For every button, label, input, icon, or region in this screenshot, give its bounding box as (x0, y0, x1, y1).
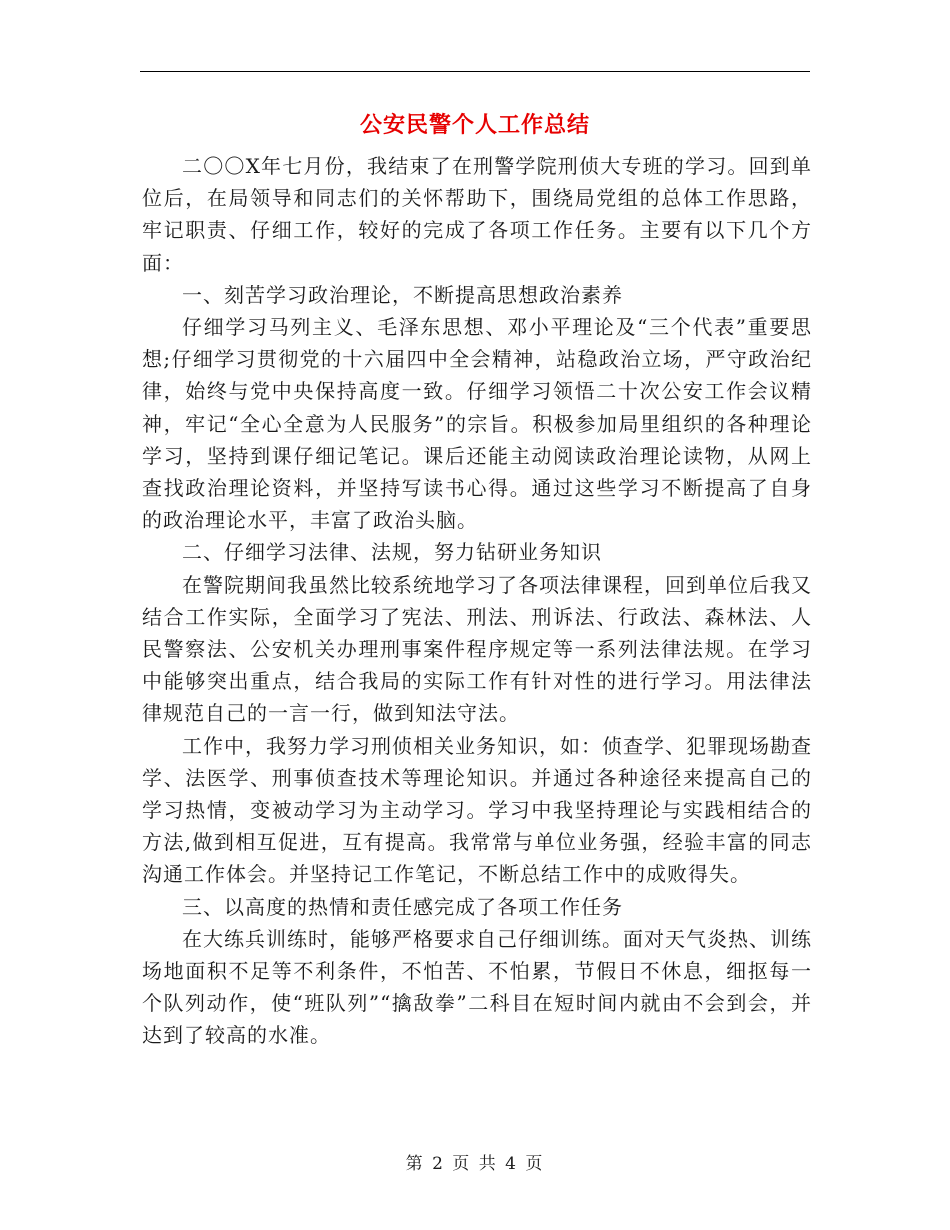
section-heading-3: 三、以高度的热情和责任感完成了各项工作任务 (182, 894, 623, 919)
section-heading-2: 二、仔细学习法律、法规，努力钻研业务知识 (182, 540, 602, 565)
page-number: 第 2 页 共 4 页 (405, 1154, 545, 1174)
document-body (142, 150, 812, 1052)
paragraph-intro: 二〇〇X年七月份，我结束了在刑警学院刑侦大专班的学习。回到单位后，在局领导和同志们的关怀帮助下，围绕局党组的总体工作思路，牢记职责、仔细工作，较好的完成了各项工作任务。主要有以下几个方面： (142, 154, 812, 275)
paragraph-training: 在大练兵训练时，能够严格要求自己仔细训练。面对天气炎热、训练场地面积不足等不利条件，不怕苦、不怕累，节假日不休息，细抠每一个队列动作，使“班队列”“擒敌拳”二科目在短时间内就由不会到会，并达到了较高的水准。 (142, 926, 812, 1048)
section-heading-1: 一、刻苦学习政治理论，不断提高思想政治素养 (182, 282, 623, 307)
document-title: 公安民警个人工作总结 (359, 112, 590, 138)
paragraph-politics: 仔细学习马列主义、毛泽东思想、邓小平理论及“三个代表”重要思想;仔细学习贯彻党的十六届四中全会精神，站稳政治立场，严守政治纪律，始终与党中央保持高度一致。仔细学习领悟二十次公安工作会议精神，牢记“全心全意为人民服务”的宗旨。积极参加局里组织的各种理论学习，坚持到课仔细记笔记。课后还能主动阅读政治理论读物，从网上查找政治理论资料，并坚持写读书心得。通过这些学习不断提高了自身的政治理论水平，丰富了政治头脑。 (142, 315, 812, 533)
paragraph-law-study: 在警院期间我虽然比较系统地学习了各项法律课程，回到单位后我又结合工作实际，全面学习了宪法、刑法、刑诉法、行政法、森林法、人民警察法、公安机关办理刑事案件程序规定等一系列法律法规。在学习中能够突出重点，结合我局的实际工作有针对性的进行学习。用法律法律规范自己的一言一行，做到知法守法。 (142, 572, 812, 726)
header-rule (140, 71, 810, 72)
paragraph-work-study: 工作中，我努力学习刑侦相关业务知识，如：侦查学、犯罪现场勘查学、法医学、刑事侦查技术等理论知识。并通过各种途径来提高自己的学习热情，变被动学习为主动学习。学习中我坚持理论与实践相结合的方法,做到相互促进，互有提高。我常常与单位业务强，经验丰富的同志沟通工作体会。并坚持记工作笔记，不断总结工作中的成败得失。 (142, 733, 812, 887)
